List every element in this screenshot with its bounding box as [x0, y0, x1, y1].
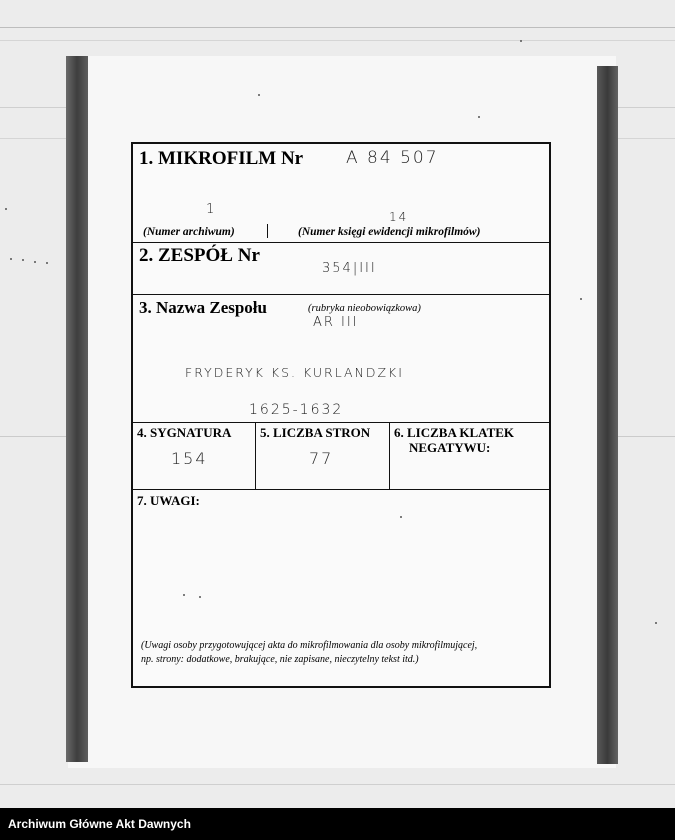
microfilm-form-card: [131, 142, 551, 688]
scan-speck: [258, 94, 260, 96]
numer-archiwum-label: (Numer archiwum): [143, 226, 235, 238]
film-edge-right: [597, 66, 618, 764]
numer-ksiegi-label: (Numer księgi ewidencji mikrofilmów): [298, 226, 481, 238]
film-edge-left: [66, 56, 88, 762]
liczba-klatek-label-line1: 6. LICZBA KLATEK: [394, 425, 515, 440]
zespol-number: 354|III: [322, 261, 377, 276]
liczba-stron-label: 5. LICZBA STRON: [260, 425, 371, 440]
zespol-years: 1625-1632: [249, 402, 344, 418]
archive-footer-bar: [0, 808, 675, 840]
liczba-stron-value: 77: [309, 449, 334, 468]
scan-noise-line: [0, 27, 675, 28]
zespol-code: AR III: [313, 315, 359, 330]
scan-speck: [655, 622, 657, 624]
liczba-stron-cell: [256, 423, 390, 489]
uwagi-label: 7. UWAGI:: [137, 493, 200, 508]
field-mikrofilm-row: [133, 144, 549, 243]
uwagi-note-line2: np. strony: dodatkowe, brakujące, nie zapisane, nieczytelny tekst itd.): [141, 654, 419, 665]
scan-speck: [183, 594, 185, 596]
scan-noise-line: [0, 784, 675, 785]
nazwa-zespolu-note: (rubryka nieobowiązkowa): [308, 303, 421, 314]
scan-speck: [5, 208, 7, 210]
scan-speck: [580, 298, 582, 300]
field-nazwa-zespolu-row: [133, 295, 549, 423]
numer-divider: [267, 224, 268, 238]
nazwa-zespolu-label: 3. Nazwa Zespołu: [139, 298, 267, 317]
scan-speck: [22, 259, 24, 261]
scan-speck: [478, 116, 480, 118]
mikrofilm-label: 1. MIKROFILM Nr: [139, 148, 304, 169]
sygnatura-value: 154: [171, 449, 208, 468]
numer-archiwum-value: 1: [206, 202, 217, 217]
scan-speck: [199, 596, 201, 598]
scan-speck: [10, 258, 12, 260]
mikrofilm-number: A 84 507: [346, 148, 439, 168]
field-zespol-row: [133, 243, 549, 295]
scan-noise-line: [0, 40, 675, 41]
liczba-klatek-label-line2: NEGATYWU:: [409, 440, 491, 455]
liczba-klatek-cell: [390, 423, 551, 489]
zespol-name: FRYDERYK KS. KURLANDZKI: [185, 365, 404, 380]
zespol-label: 2. ZESPÓŁ Nr: [139, 245, 260, 266]
sygnatura-label: 4. SYGNATURA: [137, 425, 232, 440]
field-details-row: [133, 423, 549, 490]
scan-speck: [34, 261, 36, 263]
field-uwagi-row: [133, 490, 549, 686]
archive-name: Archiwum Główne Akt Dawnych: [8, 817, 191, 831]
scan-speck: [520, 40, 522, 42]
scan-speck: [400, 516, 402, 518]
uwagi-note-line1: (Uwagi osoby przygotowującej akta do mikrofilmowania dla osoby mikrofilmującej,: [141, 640, 478, 651]
scan-speck: [46, 262, 48, 264]
numer-ksiegi-value: 14: [389, 210, 409, 224]
sygnatura-cell: [133, 423, 256, 489]
